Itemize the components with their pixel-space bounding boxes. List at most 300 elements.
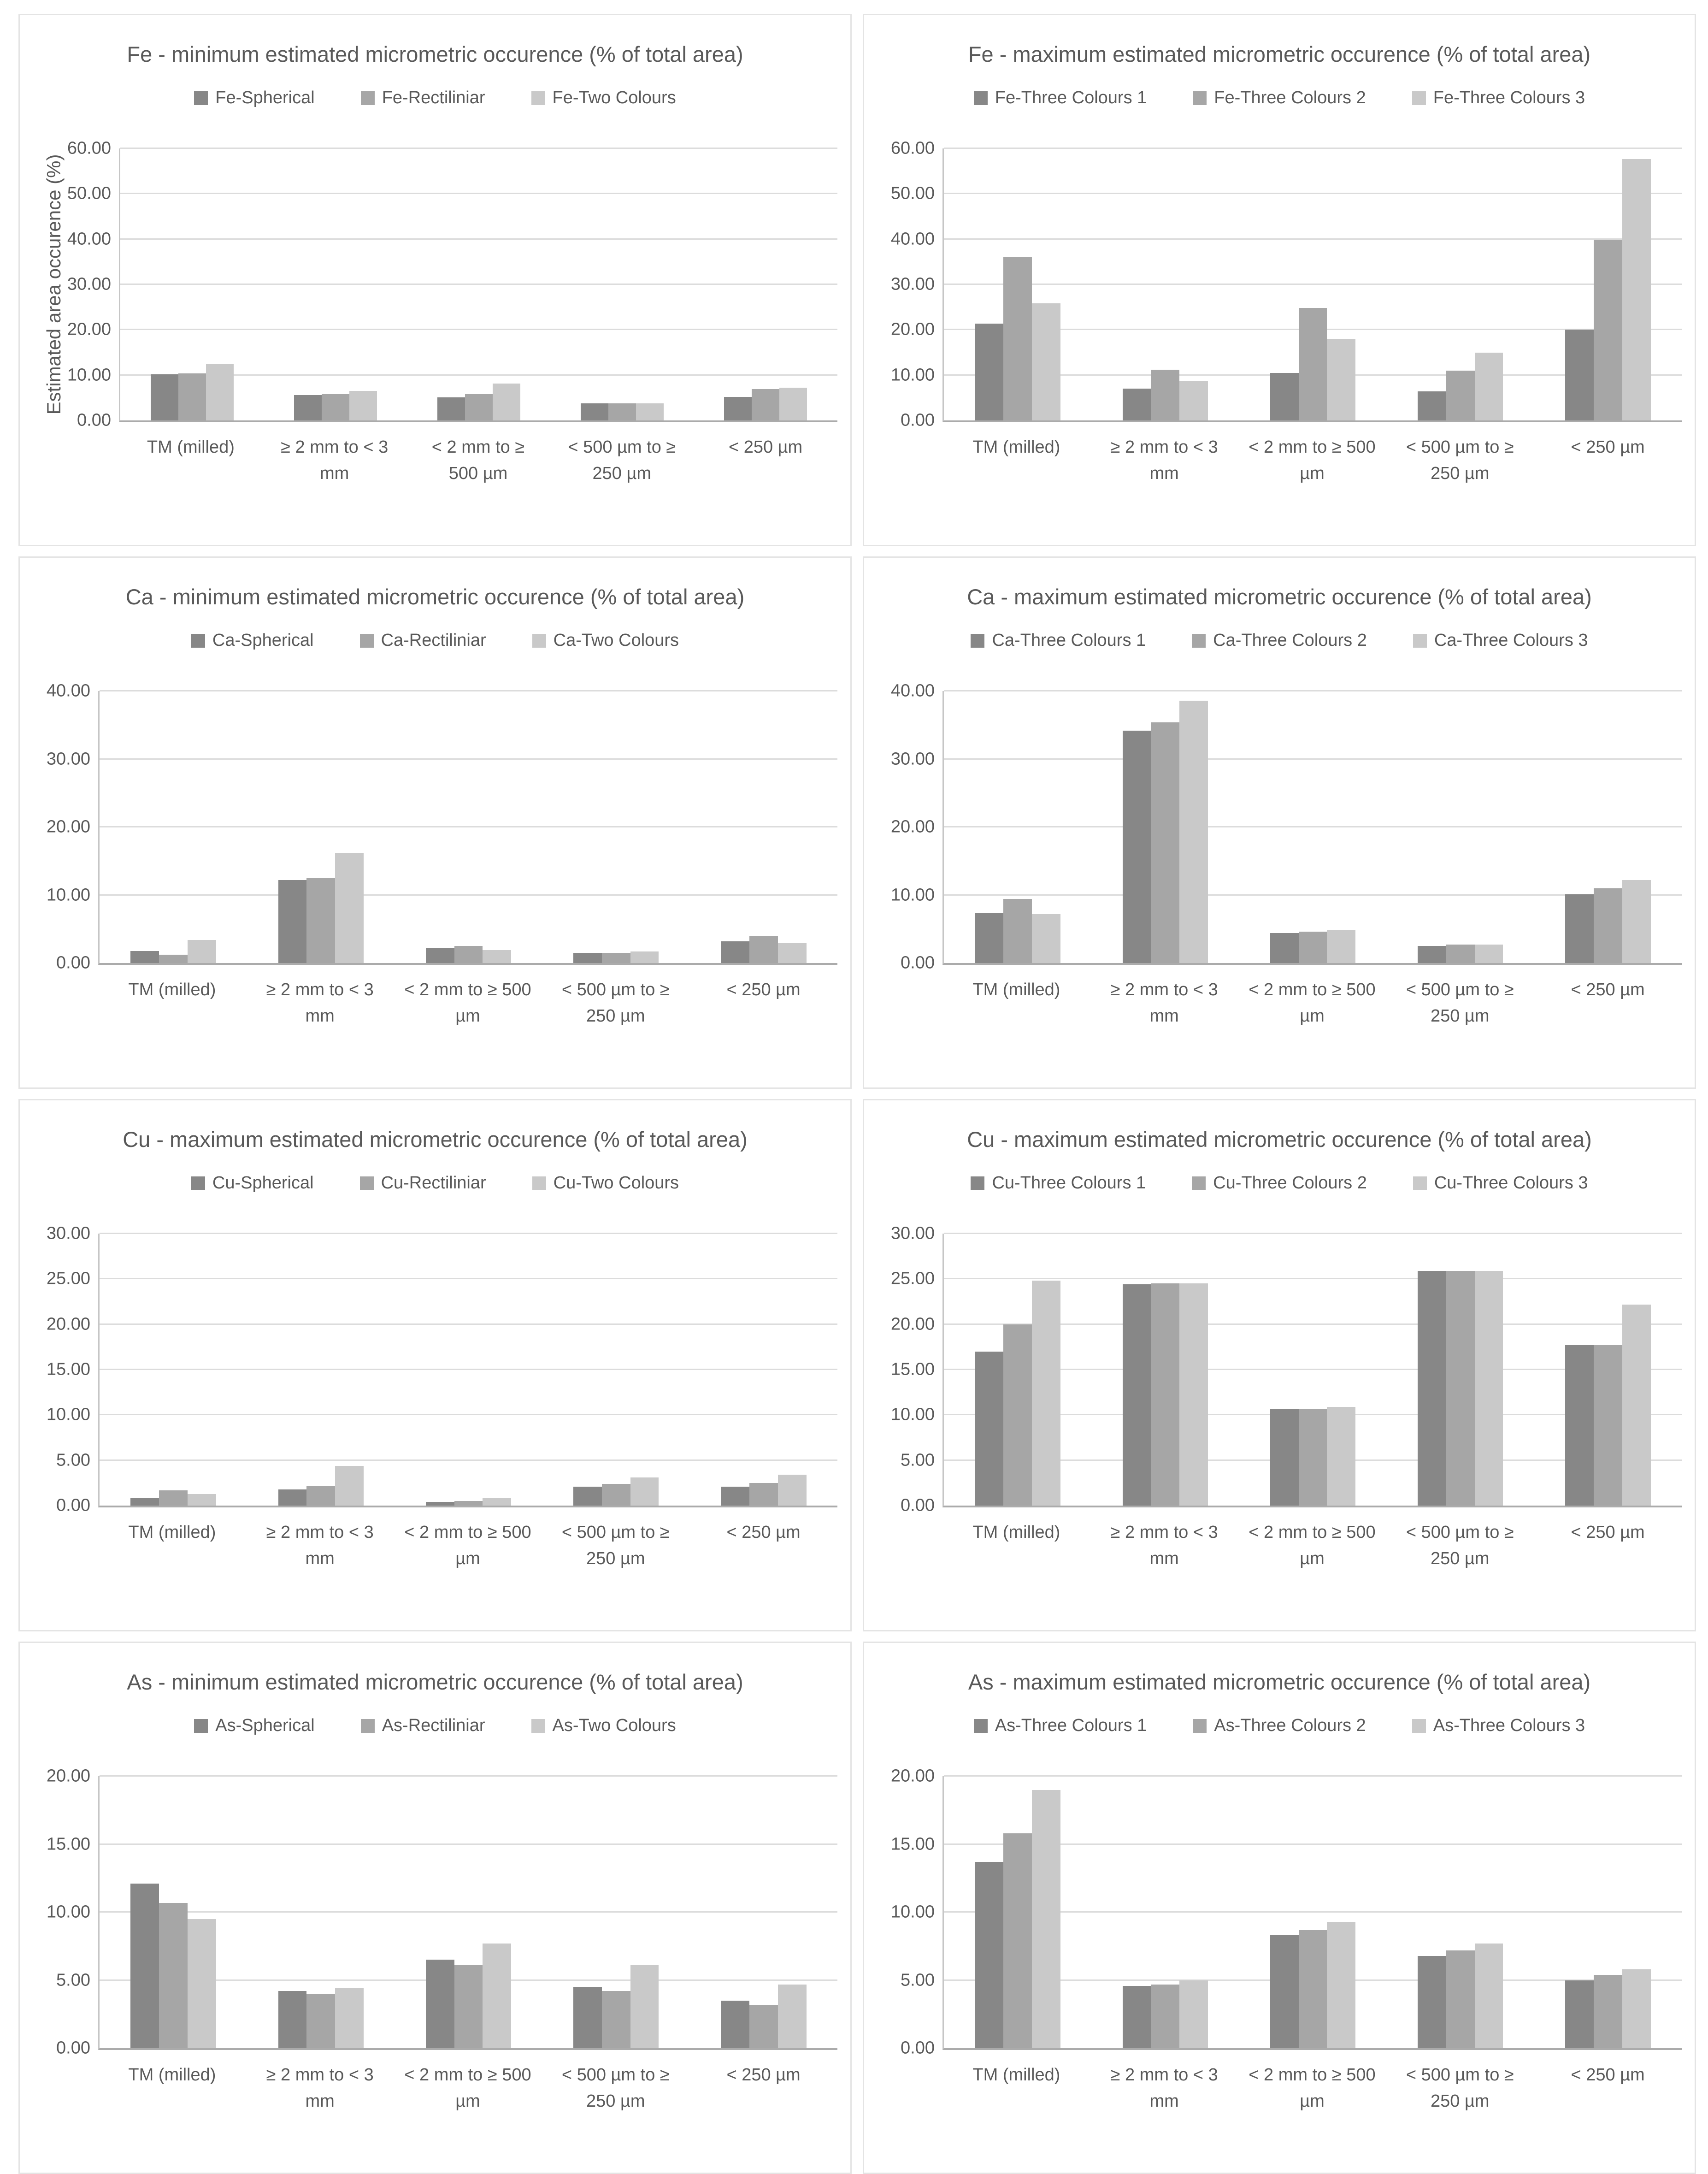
bar-group (395, 1234, 542, 1506)
bar (159, 1490, 188, 1506)
bar (1299, 1930, 1327, 2049)
x-category-label: ≥ 2 mm to < 3 mm (1110, 980, 1218, 1026)
bar (630, 951, 659, 963)
legend-label: As-Three Colours 1 (995, 1716, 1147, 1736)
bar-group (551, 148, 694, 420)
x-category-labels (942, 977, 1682, 1029)
legend-label: As-Three Colours 3 (1433, 1716, 1585, 1736)
bar (483, 1498, 511, 1506)
chart-legend (864, 1173, 1695, 1193)
bar (1327, 930, 1355, 963)
bar (1565, 1980, 1594, 2049)
y-tick-label: 0.00 (77, 410, 111, 430)
bar-group (690, 1776, 837, 2048)
bar-group (1091, 1234, 1239, 1506)
y-tick-label: 30.00 (890, 274, 935, 294)
chart-panel-as-max (863, 1642, 1696, 2174)
x-category-label: TM (milled) (128, 980, 216, 1000)
bar (975, 913, 1003, 963)
y-tick-label: 30.00 (67, 274, 111, 294)
bar (278, 1991, 307, 2048)
legend-swatch-icon (971, 1176, 984, 1190)
legend-swatch-icon (532, 1176, 546, 1190)
bar (1032, 303, 1060, 420)
bar (602, 1484, 630, 1506)
bar (1270, 373, 1299, 420)
bar (779, 388, 807, 420)
bar (426, 948, 454, 963)
x-category-label: ≥ 2 mm to < 3 mm (1110, 2065, 1218, 2111)
legend-item (361, 88, 485, 108)
chart-legend (864, 631, 1695, 650)
bar (493, 384, 520, 420)
chart-area (20, 138, 850, 545)
legend-swatch-icon (191, 1176, 205, 1190)
chart-title: Fe - maximum estimated micrometric occurence (% of total area) (968, 42, 1591, 66)
bar (178, 373, 206, 420)
bar (975, 324, 1003, 420)
bar (1151, 1985, 1179, 2049)
x-category-label: < 2 mm to ≥ 500 µm (1249, 1523, 1376, 1569)
y-tick-label: 10.00 (890, 365, 935, 385)
legend-swatch-icon (974, 1719, 988, 1733)
chart-panel-as-min (18, 1642, 852, 2174)
bar (1565, 330, 1594, 420)
bar (1418, 1956, 1446, 2049)
bar (306, 1994, 335, 2048)
bar (335, 853, 364, 963)
chart-panel-fe-min (18, 14, 852, 546)
y-tick-label: 20.00 (46, 817, 90, 837)
bar (778, 1475, 807, 1506)
x-category-labels (942, 1519, 1682, 1572)
bar-group (542, 1776, 690, 2048)
legend-label: As-Three Colours 2 (1214, 1716, 1366, 1736)
x-category-label: TM (milled) (147, 437, 235, 457)
bar-group (694, 148, 837, 420)
bar (454, 1501, 483, 1506)
legend-item (1413, 1173, 1588, 1193)
bar-group (1091, 691, 1239, 963)
y-tick-label: 20.00 (67, 319, 111, 339)
legend-label: Fe-Two Colours (552, 88, 676, 108)
bar (1622, 1305, 1651, 1506)
bar (608, 403, 636, 420)
bar-group (100, 1776, 247, 2048)
bar (1594, 240, 1622, 420)
plot-area (890, 138, 1682, 430)
x-category-label: < 500 µm to ≥ 250 µm (561, 1523, 670, 1569)
y-tick-label: 20.00 (890, 319, 935, 339)
bar (426, 1960, 454, 2048)
x-category-label: < 500 µm to ≥ 250 µm (1406, 980, 1514, 1026)
bar (426, 1502, 454, 1506)
legend-swatch-icon (1413, 634, 1427, 648)
bar (1622, 880, 1651, 963)
bar (1594, 1345, 1622, 1506)
chart-panel-cu-min (18, 1099, 852, 1631)
legend-label: Fe-Three Colours 3 (1433, 88, 1585, 108)
bar (278, 880, 307, 963)
bar-group (1239, 691, 1386, 963)
x-category-label: < 500 µm to ≥ 250 µm (1406, 2065, 1514, 2111)
bar (1418, 391, 1446, 420)
plot-area (890, 681, 1682, 973)
chart-title: Fe - minimum estimated micrometric occurence (% of total area) (127, 42, 743, 66)
legend-swatch-icon (1193, 1719, 1207, 1733)
bar (306, 878, 335, 963)
y-tick-label: 30.00 (890, 1223, 935, 1243)
bar (778, 943, 807, 963)
x-category-labels (119, 434, 837, 487)
bar (130, 1884, 159, 2048)
chart-area (20, 1223, 850, 1630)
bar (335, 1988, 364, 2048)
bar (1270, 1935, 1299, 2048)
legend-item (360, 1173, 486, 1193)
legend-item (361, 1716, 485, 1736)
x-category-label: TM (milled) (972, 2065, 1060, 2085)
y-tick-label: 15.00 (890, 1834, 935, 1854)
chart-title: As - maximum estimated micrometric occurence (% of total area) (968, 1670, 1591, 1695)
bar (188, 1919, 216, 2048)
legend-label: Cu-Two Colours (553, 1173, 679, 1193)
legend-label: Fe-Three Colours 1 (995, 88, 1147, 108)
x-category-label: < 500 µm to ≥ 250 µm (561, 2065, 670, 2111)
x-category-label: TM (milled) (128, 2065, 216, 2085)
bar-group (247, 1776, 395, 2048)
bar (573, 1487, 602, 1506)
y-tick-label: 10.00 (890, 1405, 935, 1424)
x-category-labels (942, 434, 1682, 487)
x-category-label: < 2 mm to ≥ 500 µm (1249, 437, 1376, 484)
bar (188, 940, 216, 963)
bar (1475, 1271, 1503, 1506)
legend-label: Ca-Spherical (212, 631, 314, 650)
legend-item (194, 88, 314, 108)
bar (159, 1903, 188, 2049)
chart-panel-ca-min (18, 556, 852, 1089)
bar (975, 1352, 1003, 1506)
bar (602, 1991, 630, 2048)
bar (975, 1862, 1003, 2048)
y-tick-label: 5.00 (901, 1970, 935, 1990)
legend-label: Cu-Three Colours 2 (1213, 1173, 1367, 1193)
bar (1475, 945, 1503, 963)
y-tick-label: 40.00 (46, 681, 90, 701)
bar (1179, 701, 1208, 963)
bar-group (1387, 1234, 1534, 1506)
legend-swatch-icon (361, 1719, 375, 1733)
y-tick-label: 60.00 (67, 138, 111, 158)
bar-group (264, 148, 407, 420)
bar-group (100, 691, 247, 963)
x-category-label: < 250 µm (728, 437, 803, 457)
legend-item (191, 631, 314, 650)
bar-group (1534, 1234, 1682, 1506)
y-tick-label: 20.00 (890, 1314, 935, 1334)
legend-label: As-Spherical (215, 1716, 315, 1736)
x-category-label: ≥ 2 mm to < 3 mm (266, 2065, 374, 2111)
legend-label: Fe-Spherical (215, 88, 315, 108)
bar (721, 941, 749, 963)
x-category-label: ≥ 2 mm to < 3 mm (1110, 437, 1218, 484)
y-tick-label: 50.00 (890, 183, 935, 203)
legend-label: Ca-Three Colours 2 (1213, 631, 1367, 650)
x-category-labels (942, 2062, 1682, 2115)
legend-swatch-icon (1193, 91, 1207, 105)
bar (1151, 1283, 1179, 1506)
bar (1622, 1969, 1651, 2048)
legend-item (1193, 88, 1366, 108)
bar (188, 1494, 216, 1506)
bar-group (690, 691, 837, 963)
x-category-label: TM (milled) (972, 980, 1060, 1000)
y-tick-label: 20.00 (890, 817, 935, 837)
bar (749, 936, 778, 963)
legend-swatch-icon (974, 91, 988, 105)
bar (1475, 353, 1503, 421)
bar (630, 1477, 659, 1506)
bar (778, 1985, 807, 2049)
bar-group (247, 691, 395, 963)
bar (1446, 1271, 1475, 1506)
legend-item (191, 1173, 314, 1193)
bar (1123, 389, 1151, 420)
y-tick-label: 30.00 (890, 749, 935, 769)
bar (1151, 370, 1179, 420)
bar (1565, 894, 1594, 963)
x-category-label: < 250 µm (726, 1523, 801, 1542)
bar (1446, 1950, 1475, 2048)
bar (151, 374, 178, 420)
bar-group (247, 1234, 395, 1506)
chart-legend (20, 1716, 850, 1736)
x-category-label: < 2 mm to ≥ 500 µm (404, 2065, 531, 2111)
legend-label: Ca-Two Colours (553, 631, 679, 650)
y-tick-label: 10.00 (890, 885, 935, 905)
y-tick-label: 20.00 (46, 1766, 90, 1786)
legend-item (1192, 631, 1367, 650)
plot-area (67, 138, 837, 430)
legend-label: Ca-Three Colours 1 (992, 631, 1146, 650)
bar (1003, 1833, 1032, 2048)
bar (1299, 932, 1327, 963)
bar-group (1387, 148, 1534, 420)
bar (437, 397, 465, 420)
y-tick-label: 5.00 (56, 1970, 90, 1990)
bar (1123, 731, 1151, 963)
legend-swatch-icon (1192, 1176, 1206, 1190)
bar (1179, 1980, 1208, 2049)
bar-group (542, 1234, 690, 1506)
chart-legend (864, 88, 1695, 108)
chart-title: Ca - minimum estimated micrometric occurence (% of total area) (125, 585, 745, 609)
x-category-label: TM (milled) (972, 437, 1060, 457)
bar-group (1091, 148, 1239, 420)
legend-label: As-Rectiliniar (382, 1716, 485, 1736)
bar (1565, 1345, 1594, 1506)
legend-item (974, 1716, 1147, 1736)
legend-item (532, 1173, 679, 1193)
legend-swatch-icon (360, 1176, 374, 1190)
bar-group (944, 1776, 1091, 2048)
legend-label: Ca-Rectiliniar (381, 631, 486, 650)
legend-swatch-icon (360, 634, 374, 648)
bar (1446, 945, 1475, 963)
y-tick-label: 60.00 (890, 138, 935, 158)
chart-area (20, 1766, 850, 2173)
legend-swatch-icon (531, 91, 545, 105)
bar (724, 397, 752, 420)
bar-group (1239, 1234, 1386, 1506)
bar (1622, 159, 1651, 420)
legend-label: Cu-Rectiliniar (381, 1173, 486, 1193)
chart-legend (864, 1716, 1695, 1736)
chart-panel-cu-max (863, 1099, 1696, 1631)
x-category-label: ≥ 2 mm to < 3 mm (1110, 1523, 1218, 1569)
x-category-label: < 500 µm to ≥ 250 µm (1406, 1523, 1514, 1569)
bar (1270, 933, 1299, 963)
bar-group (1387, 1776, 1534, 2048)
bar (349, 391, 377, 420)
legend-item (532, 631, 679, 650)
legend-swatch-icon (532, 634, 546, 648)
bar-group (395, 1776, 542, 2048)
legend-item (531, 1716, 676, 1736)
bar (159, 955, 188, 963)
y-tick-label: 0.00 (56, 1495, 90, 1515)
legend-swatch-icon (194, 1719, 208, 1733)
legend-swatch-icon (1412, 91, 1426, 105)
bar (752, 389, 779, 420)
y-tick-label: 15.00 (46, 1359, 90, 1379)
chart-title: Cu - maximum estimated micrometric occurence (% of total area) (123, 1127, 748, 1152)
y-tick-label: 5.00 (901, 1450, 935, 1470)
y-tick-label: 5.00 (56, 1450, 90, 1470)
legend-swatch-icon (361, 91, 375, 105)
x-category-label: < 250 µm (726, 2065, 801, 2085)
legend-swatch-icon (191, 634, 205, 648)
y-tick-label: 20.00 (46, 1314, 90, 1334)
bar (721, 2001, 749, 2048)
chart-legend (20, 88, 850, 108)
legend-item (1412, 88, 1585, 108)
bar (721, 1487, 749, 1506)
bar-group (1534, 691, 1682, 963)
legend-swatch-icon (1192, 634, 1206, 648)
chart-title: Cu - maximum estimated micrometric occurence (% of total area) (967, 1127, 1592, 1152)
x-category-label: < 250 µm (1571, 1523, 1645, 1542)
legend-label: Cu-Three Colours 1 (992, 1173, 1146, 1193)
bar (636, 403, 664, 420)
y-tick-label: 10.00 (46, 1902, 90, 1922)
bar (1327, 339, 1355, 420)
bar (1270, 1409, 1299, 1506)
bar-group (1534, 1776, 1682, 2048)
bar (749, 2005, 778, 2048)
bar (1032, 914, 1060, 963)
chart-area (864, 1223, 1695, 1630)
bar (749, 1483, 778, 1506)
bar-group (944, 148, 1091, 420)
legend-item (360, 631, 486, 650)
legend-item (1193, 1716, 1366, 1736)
bar (335, 1466, 364, 1506)
y-tick-label: 0.00 (56, 2038, 90, 2058)
bar (1003, 257, 1032, 420)
chart-area (20, 681, 850, 1087)
x-category-label: < 250 µm (1571, 980, 1645, 1000)
legend-swatch-icon (1412, 1719, 1426, 1733)
x-category-label: TM (milled) (972, 1523, 1060, 1542)
x-category-label: < 500 µm to ≥ 250 µm (561, 980, 670, 1026)
bar (1032, 1790, 1060, 2049)
chart-area (864, 1766, 1695, 2173)
bar (206, 364, 234, 420)
x-category-labels (98, 977, 837, 1029)
y-tick-label: 15.00 (46, 1834, 90, 1854)
legend-item (971, 631, 1146, 650)
bar (454, 1965, 483, 2048)
bar-group (120, 148, 264, 420)
bar (483, 950, 511, 963)
x-category-label: ≥ 2 mm to < 3 mm (281, 437, 389, 484)
chart-panel-ca-max (863, 556, 1696, 1089)
y-tick-label: 10.00 (46, 1405, 90, 1424)
legend-item (1413, 631, 1588, 650)
legend-swatch-icon (971, 634, 984, 648)
legend-swatch-icon (1413, 1176, 1427, 1190)
bar-group (407, 148, 550, 420)
y-tick-label: 10.00 (46, 885, 90, 905)
y-tick-label: 0.00 (901, 2038, 935, 2058)
y-tick-label: 0.00 (901, 410, 935, 430)
bar (1179, 1283, 1208, 1506)
bar (1299, 308, 1327, 420)
bar-group (690, 1234, 837, 1506)
bar (1003, 899, 1032, 963)
bar (294, 395, 322, 420)
x-category-labels (98, 2062, 837, 2115)
bar-group (1091, 1776, 1239, 2048)
legend-label: Cu-Spherical (212, 1173, 314, 1193)
chart-title: As - minimum estimated micrometric occurence (% of total area) (127, 1670, 743, 1695)
y-tick-label: 30.00 (46, 749, 90, 769)
x-category-label: < 2 mm to ≥ 500 µm (1249, 980, 1376, 1026)
y-tick-label: 30.00 (46, 1223, 90, 1243)
x-category-label: < 500 µm to ≥ 250 µm (1406, 437, 1514, 484)
x-category-labels (98, 1519, 837, 1572)
legend-label: Ca-Three Colours 3 (1434, 631, 1588, 650)
bar-group (542, 691, 690, 963)
bar-group (1387, 691, 1534, 963)
legend-item (971, 1173, 1146, 1193)
bar (306, 1486, 335, 1506)
bar-group (944, 691, 1091, 963)
plot-area (890, 1223, 1682, 1515)
legend-label: Fe-Rectiliniar (382, 88, 485, 108)
x-category-label: ≥ 2 mm to < 3 mm (266, 1523, 374, 1569)
chart-title: Ca - maximum estimated micrometric occurence (% of total area) (967, 585, 1592, 609)
plot-area (46, 681, 837, 973)
y-tick-label: 0.00 (901, 1495, 935, 1515)
y-tick-label: 10.00 (890, 1902, 935, 1922)
legend-item (1192, 1173, 1367, 1193)
y-tick-label: 20.00 (890, 1766, 935, 1786)
chart-legend (20, 1173, 850, 1193)
x-category-label: < 2 mm to ≥ 500 µm (1249, 2065, 1376, 2111)
